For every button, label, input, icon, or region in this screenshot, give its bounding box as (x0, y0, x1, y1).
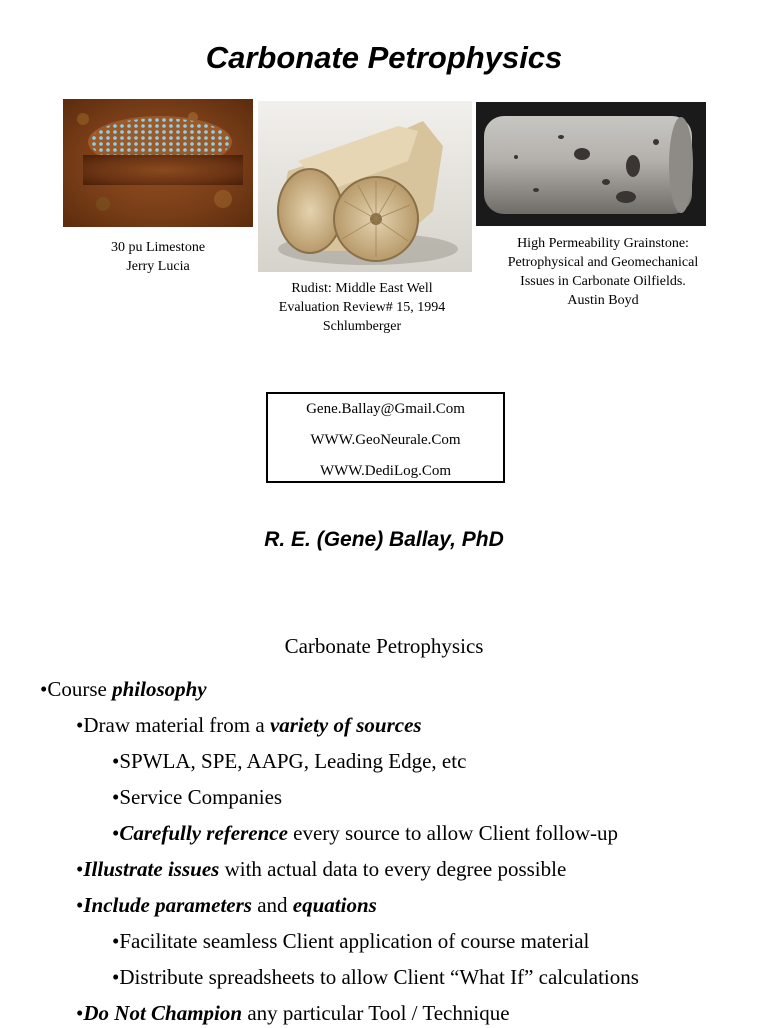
bullet-include-parameters: •Include parameters and equations (76, 893, 377, 917)
contact-email: Gene.Ballay@Gmail.Com (306, 401, 465, 417)
limestone-caption: 30 pu Limestone Jerry Lucia (110, 240, 206, 274)
bullet-spwla: •SPWLA, SPE, AAPG, Leading Edge, etc (112, 749, 467, 773)
contact-website-dedilog: WWW.DediLog.Com (319, 463, 452, 479)
grainstone-core-image (476, 102, 706, 226)
contact-box (266, 392, 505, 483)
page-title: Carbonate Petrophysics (205, 40, 563, 75)
rudist-caption: Rudist: Middle East Well Evaluation Review# 15, 1994 Schlumberger (278, 281, 446, 334)
section-title: Carbonate Petrophysics (284, 634, 484, 658)
bullet-course-philosophy: •Course philosophy (40, 677, 207, 701)
grainstone-caption: High Permeability Grainstone: Petrophysical and Geomechanical Issues in Carbonate Oilfields. Austin Boyd (507, 236, 699, 308)
bullet-do-not-champion: •Do Not Champion any particular Tool / Technique (76, 1001, 510, 1025)
limestone-thin-section-image (63, 99, 253, 227)
rudist-fossil-image (258, 101, 472, 272)
bullet-illustrate-issues: •Illustrate issues with actual data to every degree possible (76, 857, 567, 881)
contact-website-geoneurale: WWW.GeoNeurale.Com (310, 432, 461, 448)
author-name: R. E. (Gene) Ballay, PhD (264, 528, 504, 551)
bullet-carefully-reference: •Carefully reference every source to allow Client follow-up (112, 821, 618, 845)
bullet-facilitate: •Facilitate seamless Client application of course material (112, 929, 590, 953)
bullet-distribute-spreadsheets: •Distribute spreadsheets to allow Client “What If” calculations (112, 965, 639, 989)
bullet-variety-of-sources: •Draw material from a variety of sources (76, 713, 422, 737)
bullet-service-companies: •Service Companies (112, 785, 283, 809)
